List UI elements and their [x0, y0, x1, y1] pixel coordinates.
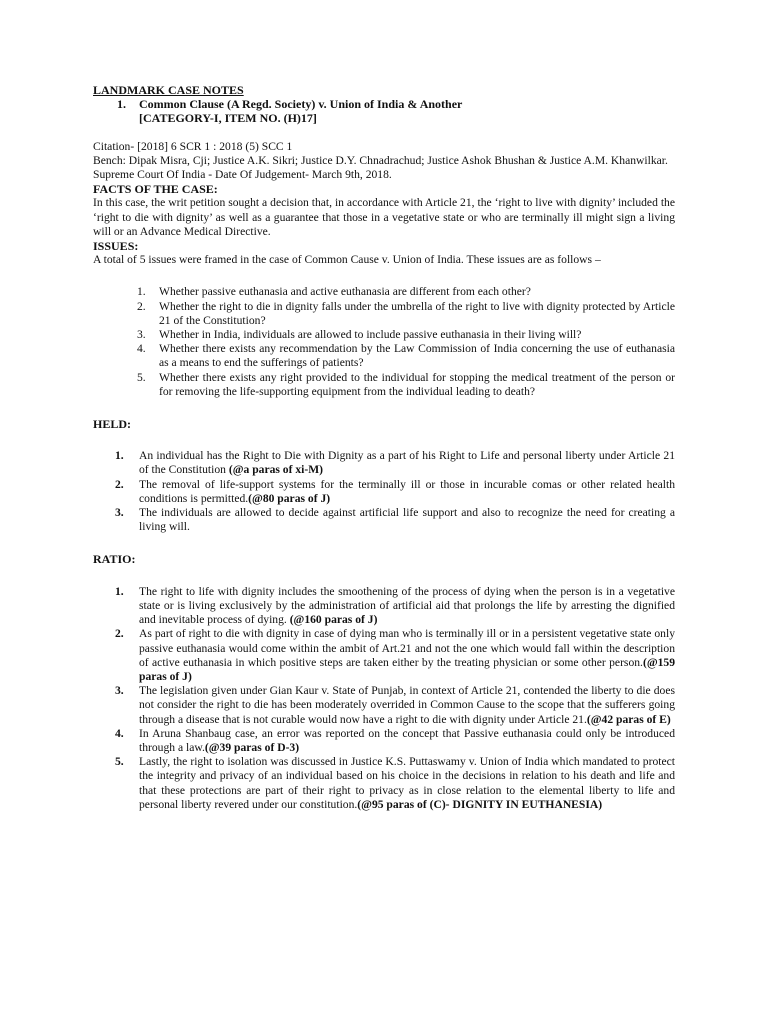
- item-number: 2.: [137, 299, 146, 313]
- item-body: An individual has the Right to Die with Dignity as a part of his Right to Life and personal liberty under Article 21 of the Constitution: [139, 449, 675, 477]
- item-text: [139, 684, 675, 727]
- document-page: [93, 83, 675, 812]
- list-item: [93, 478, 675, 506]
- document-title: LANDMARK CASE NOTES: [93, 83, 244, 97]
- list-item: [93, 684, 675, 727]
- issues-heading: ISSUES:: [93, 239, 139, 254]
- spacer: [93, 567, 675, 585]
- case-name: Common Clause (A Regd. Society) v. Union of India & Another: [139, 97, 463, 112]
- list-item: [93, 371, 675, 399]
- ratio-heading: RATIO:: [93, 552, 136, 567]
- item-number: 3.: [137, 328, 146, 342]
- spacer: [93, 431, 675, 449]
- spacer: [93, 534, 675, 552]
- item-number: 3.: [115, 506, 124, 520]
- list-item: [93, 285, 675, 299]
- case-category: [CATEGORY-I, ITEM NO. (H)17]: [139, 111, 317, 126]
- item-text: [139, 478, 675, 506]
- item-number: 3.: [115, 684, 124, 698]
- list-item: [93, 727, 675, 755]
- case-number: 1.: [117, 97, 126, 112]
- list-item: [93, 506, 675, 534]
- item-number: 5.: [115, 755, 124, 769]
- item-text: Whether the right to die in dignity falls under the umbrella of the right to live with dignity protected by Article 21 of the Constitution?: [159, 299, 675, 327]
- held-heading: HELD:: [93, 417, 132, 432]
- citation: Citation- [2018] 6 SCR 1 : 2018 (5) SCC 1: [93, 139, 293, 153]
- issues-intro: A total of 5 issues were framed in the case of Common Cause v. Union of India. These issues are as follows –: [93, 253, 601, 267]
- paragraph-reference: (@42 paras of E): [586, 712, 671, 726]
- paragraph-reference: (@39 paras of D-3): [204, 740, 300, 754]
- list-item: [93, 627, 675, 684]
- item-text: [139, 449, 675, 477]
- item-number: 5.: [137, 370, 146, 384]
- spacer: [93, 126, 675, 140]
- item-text: [139, 727, 675, 755]
- item-number: 1.: [115, 449, 124, 463]
- item-number: 2.: [115, 477, 124, 491]
- item-text: Whether in India, individuals are allowed to include passive euthanasia in their living will?: [159, 328, 582, 342]
- item-text: [139, 627, 675, 684]
- issues-list: [93, 285, 675, 399]
- list-item: [93, 755, 675, 812]
- paragraph-reference: (@159 paras of J): [139, 655, 675, 683]
- facts-heading: FACTS OF THE CASE:: [93, 182, 218, 197]
- item-body: The right to life with dignity includes the smoothening of the process of dying when the person is in a vegetative state or is living exclusively by the administration of artificial aid that prolongs the life by arresting the dignified and inevitable process of dying.: [139, 584, 675, 627]
- item-text: Whether passive euthanasia and active euthanasia are different from each other?: [159, 285, 531, 299]
- item-body: The individuals are allowed to decide against artificial life support and also to recognize the need for creating a living will.: [139, 506, 675, 534]
- bench: Bench: Dipak Misra, Cji; Justice A.K. Sikri; Justice D.Y. Chnadrachud; Justice Ashok Bhushan & Justice A.M. Khanwilkar.: [93, 153, 668, 167]
- case-heading: [93, 97, 675, 111]
- item-number: 4.: [115, 726, 124, 740]
- item-text: [139, 585, 675, 628]
- list-item: [93, 328, 675, 342]
- item-text: [139, 755, 675, 812]
- paragraph-reference: (@80 paras of J): [248, 491, 331, 505]
- spacer: [93, 399, 675, 417]
- list-item: [93, 585, 675, 628]
- list-item: [93, 449, 675, 477]
- court-date: Supreme Court Of India - Date Of Judgement- March 9th, 2018.: [93, 168, 392, 182]
- ratio-list: [93, 585, 675, 812]
- item-body: Lastly, the right to isolation was discussed in Justice K.S. Puttaswamy v. Union of India which mandated to protect the integrity and privacy of an individual based on his choice in the decisions in relation to his death and life and that these protections are part of their right to privacy as in close relation to the elemental liberty to life and personal liberty revered under our constitution.: [139, 755, 675, 811]
- list-item: [93, 342, 675, 370]
- item-number: 2.: [115, 627, 124, 641]
- item-text: [139, 506, 675, 534]
- item-number: 1.: [137, 285, 146, 299]
- paragraph-reference: (@160 paras of J): [289, 613, 378, 627]
- item-body: As part of right to die with dignity in case of dying man who is terminally ill or in a persistent vegetative state only passive euthanasia would come within the ambit of Art.21 and not the one which would fall within the description of active euthanasia in which positive steps are taken either by the treating physician or some other person.: [139, 627, 675, 669]
- item-number: 4.: [137, 342, 146, 356]
- item-body: In Aruna Shanbaug case, an error was reported on the concept that Passive euthanasia could only be introduced through a law.: [139, 726, 675, 754]
- item-text: Whether there exists any recommendation by the Law Commission of India concerning the use of euthanasia as a means to end the sufferings of patients?: [159, 342, 675, 370]
- paragraph-reference: (@a paras of xi-M): [228, 463, 324, 477]
- item-text: Whether there exists any right provided to the individual for stopping the medical treatment of the person or for removing the life-supporting equipment from the individual leading to death?: [159, 370, 675, 398]
- held-list: [93, 449, 675, 534]
- facts-text: In this case, the writ petition sought a decision that, in accordance with Article 21, the ‘right to live with dignity’ included the ‘right to die with dignity’ as well as a guarantee that those in a vegetative state or who are terminally ill might sign a living will or an Advance Medical Directive.: [93, 196, 675, 238]
- spacer: [93, 267, 675, 285]
- item-body: The removal of life-support systems for the terminally ill or those in incurable comas or other related health conditions is permitted.: [139, 477, 675, 505]
- item-body: The legislation given under Gian Kaur v. State of Punjab, in context of Article 21, contended the liberty to die does not consider the right to die has been moderately overrided in Common Cause to the scope that the sufferers going through a disease that is not curable would now have a right to die with dignity under Article 21.: [139, 684, 675, 726]
- item-number: 1.: [115, 584, 124, 598]
- paragraph-reference: (@95 paras of (C)- DIGNITY IN EUTHANESIA): [357, 797, 603, 811]
- list-item: [93, 300, 675, 328]
